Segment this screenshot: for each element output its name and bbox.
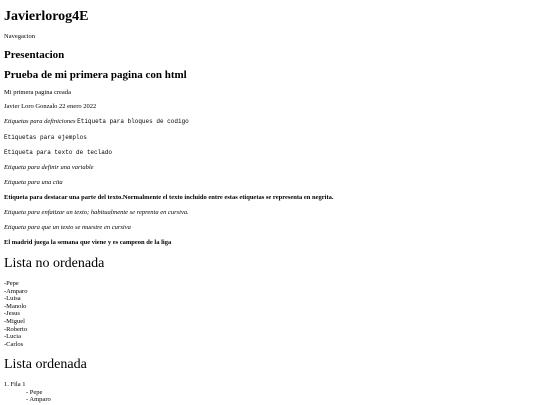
definitions-row <box>4 118 189 125</box>
sample-text: Etiquetas para ejemplos <box>4 134 87 141</box>
list-item: 1. Fila 1 <box>4 381 26 388</box>
author-date: Javier Loro Gonzalo 22 enero 2022 <box>4 103 97 110</box>
list-item: - Pepe <box>26 388 43 396</box>
list-item: -Roberto <box>4 325 28 333</box>
page-heading: Prueba de mi primera pagina con html <box>4 69 187 81</box>
navigation-label: Navegacion <box>4 33 36 40</box>
section-title: Presentacion <box>4 49 65 61</box>
definition-term: Etiquetas para definiciones <box>4 118 76 125</box>
strong-text: Etiqueta para destacar una parte del texto.Normalmente el texto incluido entre estas etiquetas se representa en negrita. <box>4 194 334 201</box>
list-item: -Carlos <box>4 340 24 348</box>
ordered-list-title: Lista ordenada <box>4 357 87 372</box>
created-text: Mi primera pagina creada <box>4 89 71 96</box>
unordered-list <box>4 280 27 348</box>
variable-text: Etiqueta para definir una variable <box>4 164 94 171</box>
list-item: -Miguel <box>4 317 25 325</box>
emphasis-text: Etiqueta para enfatizar un texto; habitualmente se reprenta en cursiva. <box>4 209 189 216</box>
cite-text: Etiqueta para una cita <box>4 179 63 186</box>
site-title: Javierlorog4E <box>4 9 89 24</box>
keyboard-text: Etiqueta para texto de teclado <box>4 149 113 156</box>
code-text: Etiqueta para bloques de codigo <box>77 118 189 125</box>
list-item: -Luisa <box>4 295 21 303</box>
ordered-list <box>4 381 51 404</box>
list-item: -Lucia <box>4 333 21 341</box>
italic-text: Etiqueta para que un texto se muestre en cursiva <box>4 224 131 231</box>
unordered-list-title: Lista no ordenada <box>4 256 105 271</box>
list-item: - Amparo <box>26 396 51 404</box>
list-item: -Jesus <box>4 310 20 318</box>
list-item: -Pepe <box>4 280 19 287</box>
list-item: -Amparo <box>4 287 28 295</box>
list-item: -Manolo <box>4 302 27 310</box>
bold-text: El madrid juega la semana que viene y es campeon de la liga <box>4 239 172 246</box>
